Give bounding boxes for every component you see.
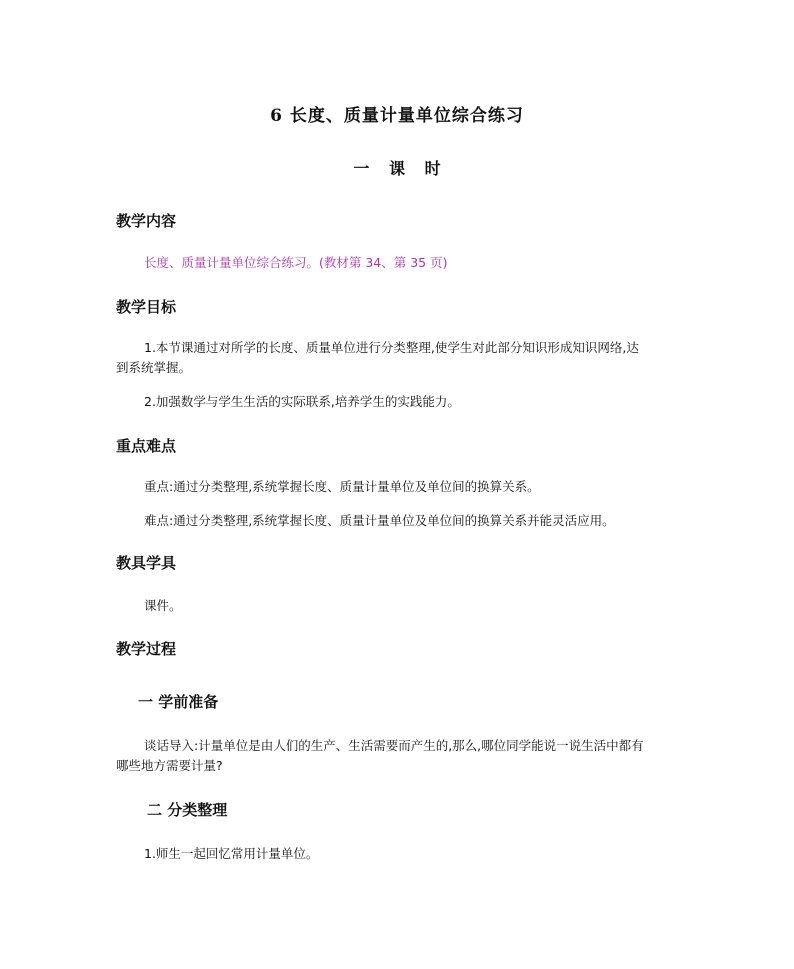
goal-item-1-line-1: 1.本节课通过对所学的长度、质量单位进行分类整理,使学生对此部分知识形成知识网络,达 [144,340,639,355]
process-step-1-line-1: 谈话导入:计量单位是由人们的生产、生活需要而产生的,那么,哪位同学能说一说生活中都有 [144,738,644,753]
section-heading-key-points: 重点难点 [116,437,177,455]
section-heading-content: 教学内容 [116,212,177,230]
process-step-1-line-2: 哪些地方需要计量? [116,758,223,773]
section-heading-goals: 教学目标 [116,298,177,316]
process-step-2-heading: 二 分类整理 [147,801,228,819]
tools-text: 课件。 [144,598,182,613]
key-point-text: 重点:通过分类整理,系统掌握长度、质量计量单位及单位间的换算关系。 [144,479,540,494]
section-heading-tools: 教具学具 [116,554,177,572]
content-text: 长度、质量计量单位综合练习。(教材第 34、第 35 页) [144,255,448,270]
document-title: 6 长度、质量计量单位综合练习 [270,106,524,126]
goal-item-2: 2.加强数学与学生生活的实际联系,培养学生的实践能力。 [144,394,460,409]
goal-item-1-line-2: 到系统掌握。 [116,360,192,375]
process-step-1-heading: 一 学前准备 [138,693,219,711]
process-step-2-item-1: 1.师生一起回忆常用计量单位。 [144,846,319,861]
section-heading-process: 教学过程 [116,640,177,658]
document-subtitle: 一 课 时 [353,159,441,178]
difficult-point-text: 难点:通过分类整理,系统掌握长度、质量计量单位及单位间的换算关系并能灵活应用。 [144,513,615,528]
